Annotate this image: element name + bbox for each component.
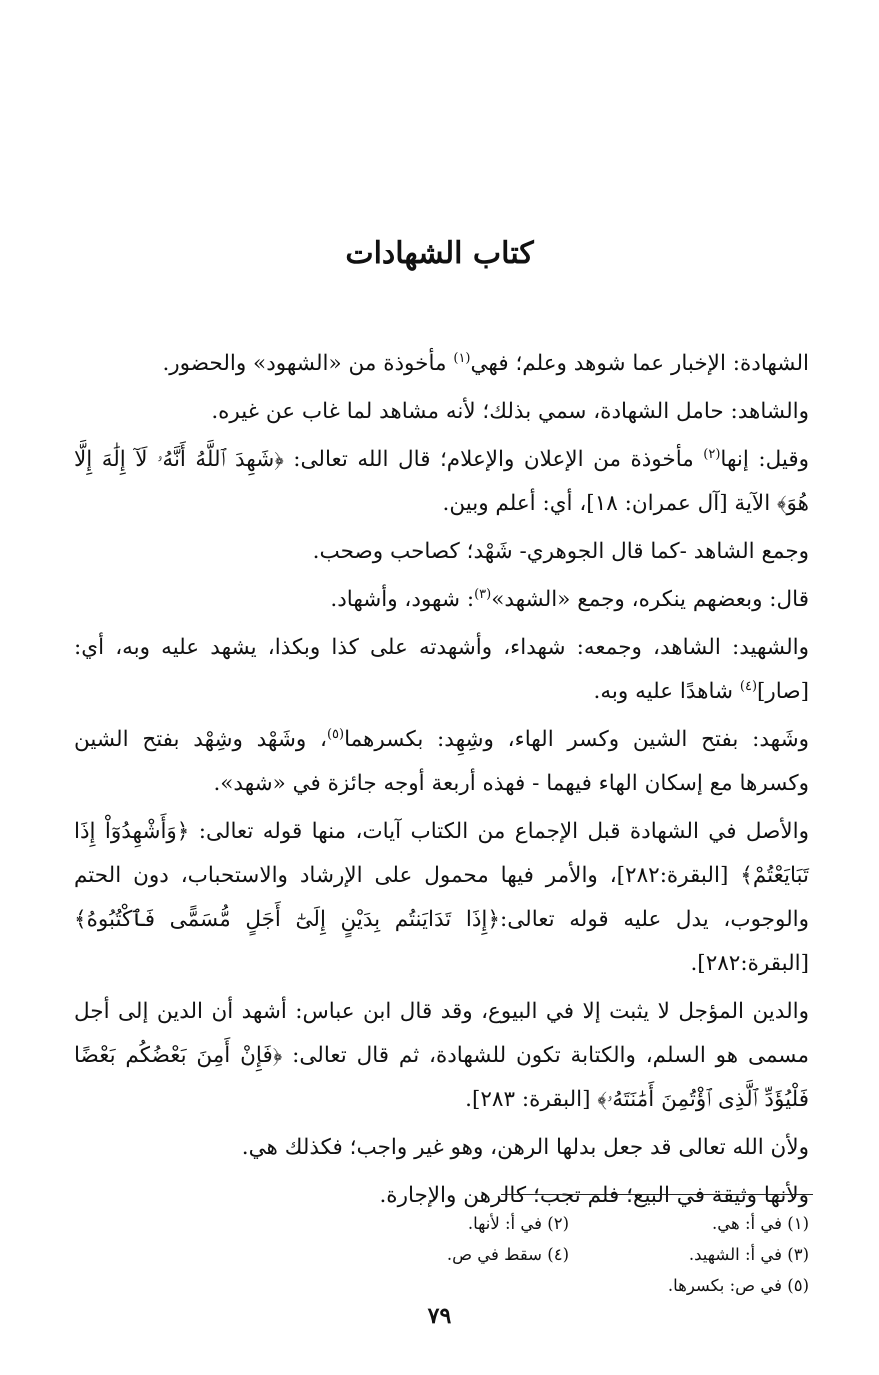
footnote-ref: (٣) (474, 586, 492, 602)
text-segment: ولأن الله تعالى قد جعل بدلها الرهن، وهو غير واجب؛ فكذلك هي. (241, 1135, 809, 1160)
footnote-2 (329, 1208, 569, 1239)
footnote-number: (٢) (547, 1214, 569, 1233)
footnote-text: في ص: بكسرها. (667, 1276, 782, 1295)
text-segment: [البقرة:٢٨٢]. (690, 951, 809, 976)
text-segment: قال: وبعضهم ينكره، وجمع «الشهد» (491, 587, 809, 612)
quran-verse: ﴿شَهِدَ ٱللَّهُ أَنَّهُۥ لَآ إِلَٰهَ إِلَّا هُوَ﴾ (74, 447, 809, 516)
text-segment: [البقرة:٢٨٢]، والأمر فيها محمول على الإرشاد والاستحباب، دون الحتم والوجوب، يدل عليه قوله تعالى: (74, 863, 809, 932)
text-segment: : شهود، وأشهاد. (330, 587, 475, 612)
text-segment: والأصل في الشهادة قبل الإجماع من الكتاب آيات، منها قوله تعالى: (189, 819, 810, 844)
paragraph-p8 (74, 810, 809, 986)
footnote-number: (٥) (787, 1276, 809, 1295)
footnote-text: في أ: الشهيد. (688, 1245, 782, 1264)
text-segment: وجمع الشاهد -كما قال الجوهري- شَهْد؛ كصاحب وصحب. (312, 539, 809, 564)
paragraph-p5 (74, 578, 809, 622)
paragraph-p10 (74, 1126, 809, 1170)
footnote-3 (569, 1239, 809, 1270)
paragraph-p2 (74, 390, 809, 434)
footnote-text: سقط في ص. (446, 1245, 542, 1264)
text-segment: والشاهد: حامل الشهادة، سمي بذلك؛ لأنه مشاهد لما غاب عن غيره. (211, 399, 809, 424)
footnote-row (74, 1239, 809, 1270)
footnote-ref: (٥) (326, 726, 345, 742)
text-segment: الشهادة: الإخبار عما شوهد وعلم؛ فهي (470, 351, 809, 376)
paragraph-p7 (74, 718, 809, 806)
text-segment: [البقرة: ٢٨٣]. (465, 1087, 598, 1112)
text-segment: والدين المؤجل لا يثبت إلا في البيوع، وقد قال ابن عباس: أشهد أن الدين إلى أجل مسمى هو السلم، والكتابة تكون للشهادة، ثم قال تعالى: (74, 999, 809, 1068)
paragraph-p9 (74, 990, 809, 1122)
footnote-text: في أ: هي. (712, 1214, 782, 1233)
footnote-4 (329, 1239, 569, 1270)
quran-verse: ﴿فَإِنْ أَمِنَ بَعْضُكُم بَعْضًا فَلْيُؤَدِّ ٱلَّذِى ٱؤْتُمِنَ أَمَٰنَتَهُۥ﴾ (74, 1043, 809, 1112)
text-segment: وقيل: إنها (720, 447, 809, 472)
footnote-ref: (١) (453, 350, 471, 366)
text-segment: مأخوذة من الإعلان والإعلام؛ قال الله تعالى: (283, 447, 704, 472)
footnote-1 (569, 1208, 809, 1239)
text-segment: ، وشَهْد وشِهْد بفتح الشين وكسرها مع إسكان الهاء فيهما - فهذه أربعة أوجه جائزة في «شهد». (74, 727, 809, 796)
footnote-number: (٤) (547, 1245, 569, 1264)
chapter-title: كتاب الشهادات (345, 236, 534, 271)
text-segment: مأخوذة من «الشهود» والحضور. (162, 351, 454, 376)
footnote-row (74, 1270, 809, 1301)
footnote-5 (569, 1270, 809, 1301)
text-segment: شاهدًا عليه وبه. (593, 679, 740, 704)
quran-verse: ﴿وَأَشْهِدُوٓاْ إِذَا تَبَايَعْتُمْ﴾ (74, 819, 810, 888)
footnote-number: (٣) (787, 1245, 809, 1264)
quran-verse: ﴿إِذَا تَدَايَنتُم بِدَيْنٍ إِلَىٰٓ أَجَلٍ مُّسَمًّى فَٱكْتُبُوهُ﴾ (74, 907, 501, 932)
footnote-ref: (٤) (739, 678, 758, 694)
footnotes (74, 1208, 809, 1301)
main-text (74, 342, 809, 1218)
footnote-row (74, 1208, 809, 1239)
footnote-ref: (٢) (703, 446, 721, 462)
paragraph-p3 (74, 438, 809, 526)
footnote-text: في أ: لأنها. (467, 1214, 542, 1233)
text-segment: ولأنها وثيقة في البيع؛ فلم تجب؛ كالرهن والإجارة. (379, 1183, 809, 1208)
text-segment: وشَهد: بفتح الشين وكسر الهاء، وشِهِد: بكسرهما (344, 727, 809, 752)
paragraph-p6 (74, 626, 809, 714)
page-number: ٧٩ (427, 1303, 452, 1329)
text-segment: الآية [آل عمران: ١٨]، أي: أعلم وبين. (442, 491, 778, 516)
paragraph-p1 (74, 342, 809, 386)
footnote-separator (501, 1194, 813, 1195)
footnote-number: (١) (787, 1214, 809, 1233)
text-segment: والشهيد: الشاهد، وجمعه: شهداء، وأشهدته على كذا وبكذا، يشهد عليه وبه، أي: [صار] (74, 635, 809, 704)
paragraph-p4 (74, 530, 809, 574)
